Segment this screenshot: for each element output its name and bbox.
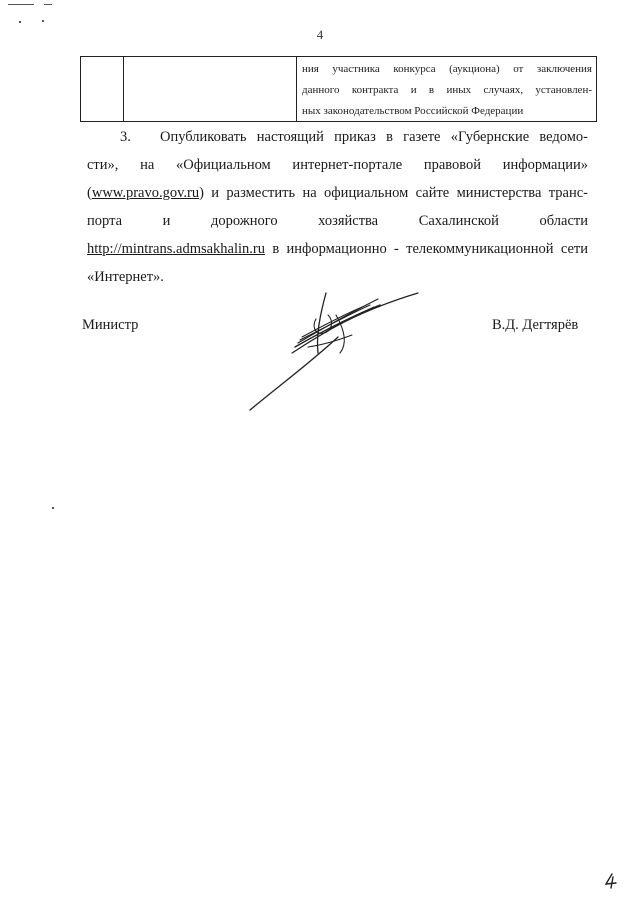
table-fragment <box>80 56 597 122</box>
pravo-link[interactable]: www.pravo.gov.ru <box>91 185 200 201</box>
paragraph-number: 3. <box>120 129 131 145</box>
page-number: 4 <box>316 27 324 42</box>
paragraph-line: «Интернет». <box>87 269 164 285</box>
mintrans-link[interactable]: http://mintrans.admsakhalin.ru <box>87 241 266 257</box>
paragraph-text: и разместить на официальном сайте министерства транс- <box>211 185 588 201</box>
table-cell-line: данного контракта и в иных случаях, установлен- <box>302 84 592 96</box>
signatory-role: Министр <box>82 317 139 333</box>
table-cell-line: ных законодательством Российской Федерации <box>302 105 524 117</box>
scan-artifact <box>19 21 21 23</box>
handwritten-signature <box>240 285 430 415</box>
paragraph-line: порта и дорожного хозяйства Сахалинской области <box>87 213 588 229</box>
scan-artifact <box>52 507 54 509</box>
table-column-divider <box>123 57 124 121</box>
paragraph-line <box>87 123 588 151</box>
paragraph-text: в информационно - телекоммуникационной сети <box>272 241 589 257</box>
scan-artifact <box>8 4 34 5</box>
table-cell-line: ния участника конкурса (аукциона) от заключения <box>302 63 592 75</box>
signatory-name: В.Д. Дегтярёв <box>492 317 579 333</box>
paragraph-text: Опубликовать настоящий приказ в газете «Губернские ведомо- <box>160 129 588 145</box>
paragraph-line: (www.pravo.gov.ru) и разместить на официальном сайте министерства транс- <box>87 185 588 201</box>
table-cell <box>302 59 592 122</box>
scan-artifact <box>44 4 52 5</box>
scan-artifact <box>42 20 44 22</box>
table-column-divider <box>296 57 297 121</box>
paragraph-3 <box>87 123 588 291</box>
paragraph-line <box>87 235 588 263</box>
handwritten-page-mark <box>604 873 618 889</box>
paragraph-line: сти», на «Официальном интернет-портале правовой информации» <box>87 157 588 173</box>
